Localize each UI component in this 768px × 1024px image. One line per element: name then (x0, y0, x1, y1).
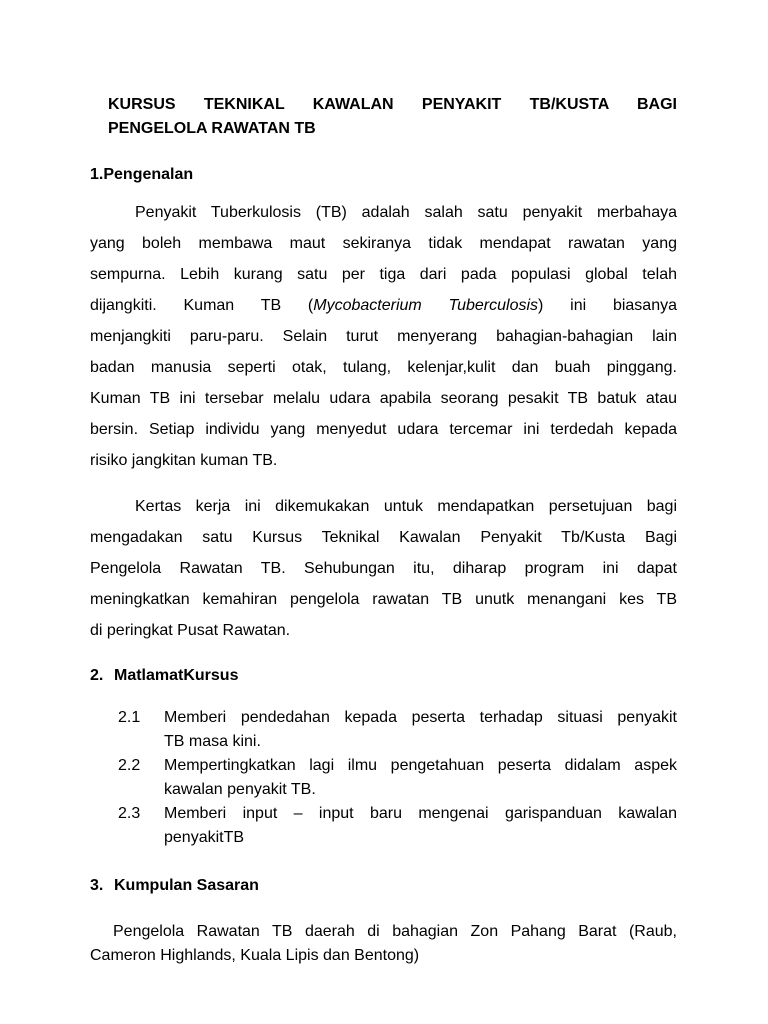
list-item-number: 2.1 (118, 709, 141, 726)
p1-line: bersin. Setiap individu yang menyedut udara tercemar ini terdedah kepada (90, 421, 677, 438)
list-item-line: kawalan penyakit TB. (164, 781, 316, 798)
p1-line: Kuman TB ini tersebar melalu udara apabila seorang pesakit TB batuk atau (90, 390, 677, 407)
p1-line: sempurna. Lebih kurang satu per tiga dari pada populasi global telah (90, 266, 677, 283)
list-item (118, 754, 677, 802)
p1-line-4-start: dijangkiti. Kuman TB ( (90, 297, 314, 314)
p2-line: di peringkat Pusat Rawatan. (90, 622, 291, 639)
objectives-list (118, 706, 677, 850)
section-1-paragraph-1 (90, 197, 677, 476)
section-2-heading (90, 666, 238, 686)
section-3-paragraph (90, 920, 677, 968)
section-2-title: MatlamatKursus (114, 667, 239, 684)
p1-line: badan manusia seperti otak, tulang, kelenjar,kulit dan buah pinggang. (90, 359, 677, 376)
section-1-number: 1. (90, 166, 104, 183)
species-name: Mycobacterium Tuberculosis (313, 297, 539, 314)
list-item-text (164, 754, 677, 802)
list-item-line: TB masa kini. (164, 733, 261, 750)
list-item-line: penyakitTB (164, 829, 245, 846)
p1-line: menjangkiti paru-paru. Selain turut menyerang bahagian-bahagian lain (90, 328, 677, 345)
list-item-line: Mempertingkatkan lagi ilmu pengetahuan peserta didalam aspek (164, 757, 677, 774)
title-line-2: PENGELOLA RAWATAN TB (108, 120, 316, 137)
section-3-heading (90, 876, 259, 896)
p2-line: mengadakan satu Kursus Teknikal Kawalan Penyakit Tb/Kusta Bagi (90, 529, 677, 546)
p1-line-4-end: ) ini biasanya (538, 297, 677, 314)
section-1-paragraph-2 (90, 491, 677, 646)
list-item-number: 2.3 (118, 805, 141, 822)
section-3-number: 3. (90, 877, 104, 894)
p1-line-species (90, 290, 677, 321)
p1-line: Penyakit Tuberkulosis (TB) adalah salah satu penyakit merbahaya (135, 204, 677, 221)
list-item-line: Memberi pendedahan kepada peserta terhadap situasi penyakit (164, 709, 677, 726)
section-1-title: Pengenalan (103, 166, 194, 183)
p2-line: Kertas kerja ini dikemukakan untuk mendapatkan persetujuan bagi (135, 498, 677, 515)
p1-line: yang boleh membawa maut sekiranya tidak mendapat rawatan yang (90, 235, 677, 252)
list-item (118, 802, 677, 850)
p3-line: Pengelola Rawatan TB daerah di bahagian Zon Pahang Barat (Raub, (113, 923, 677, 940)
list-item-text (164, 802, 677, 850)
section-1-heading (90, 165, 193, 185)
section-3-title: Kumpulan Sasaran (114, 877, 259, 894)
p2-line: Pengelola Rawatan TB. Sehubungan itu, diharap program ini dapat (90, 560, 677, 577)
list-item (118, 706, 677, 754)
list-item-number: 2.2 (118, 757, 141, 774)
p2-line: meningkatkan kemahiran pengelola rawatan TB unutk menangani kes TB (90, 591, 677, 608)
p1-line: risiko jangkitan kuman TB. (90, 452, 278, 469)
title-line-1: KURSUS TEKNIKAL KAWALAN PENYAKIT TB/KUSTA BAGI (108, 96, 677, 113)
list-item-line: Memberi input – input baru mengenai garispanduan kawalan (164, 805, 677, 822)
p3-line: Cameron Highlands, Kuala Lipis dan Bentong) (90, 947, 420, 964)
list-item-text (164, 706, 677, 754)
document-title (108, 93, 677, 141)
section-2-number: 2. (90, 667, 104, 684)
